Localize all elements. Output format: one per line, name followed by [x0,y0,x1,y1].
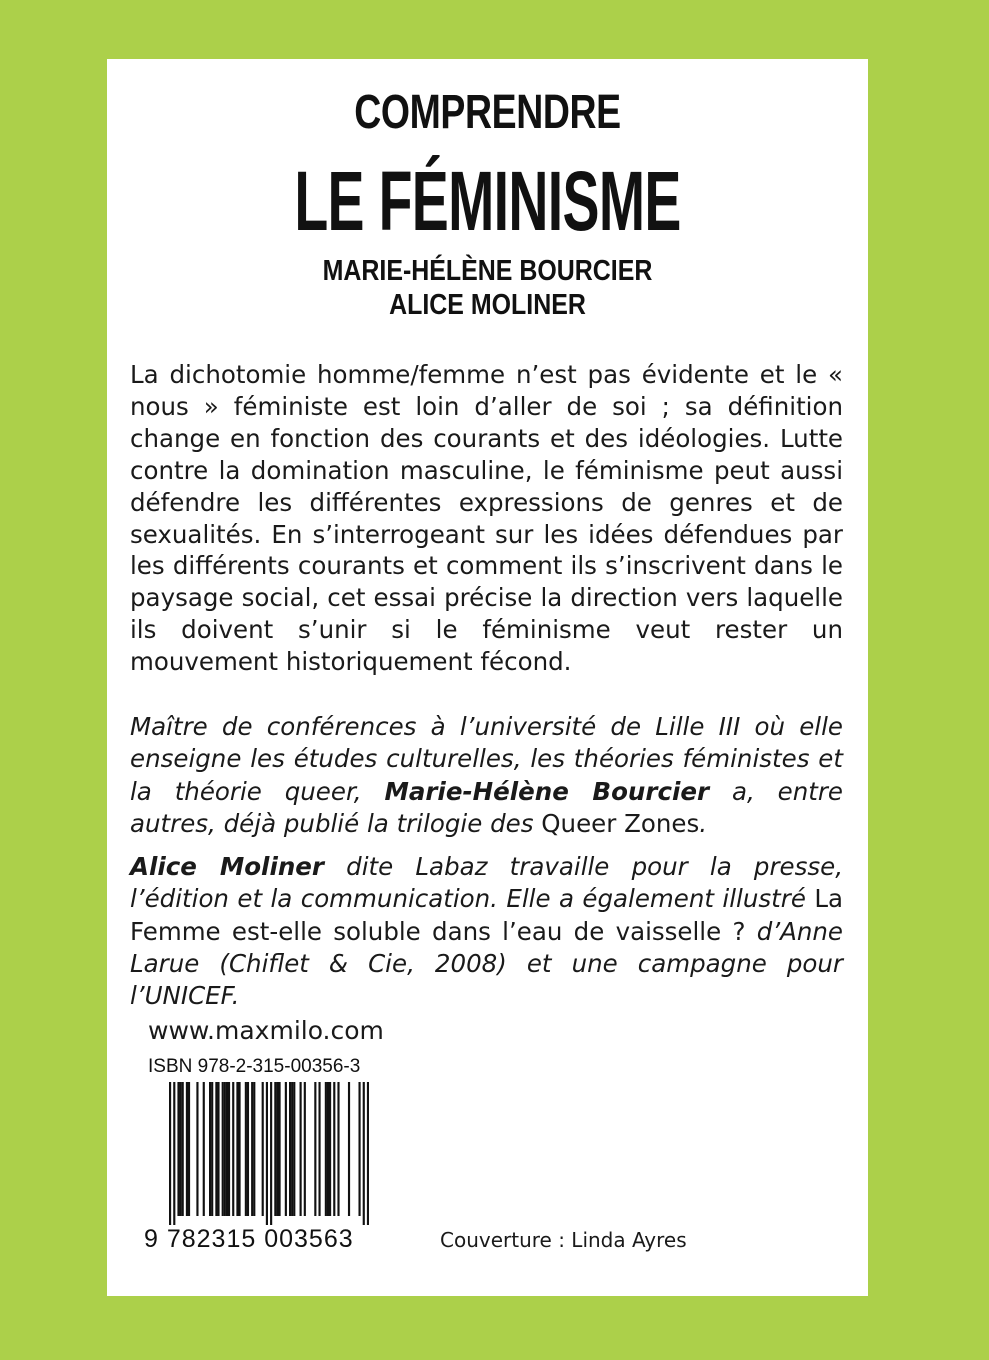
barcode-bar [358,1082,360,1216]
barcode-bar [186,1082,188,1216]
back-cover-panel [107,59,868,1296]
bio-1-end: . [699,808,708,838]
barcode-bar [278,1082,280,1216]
bio-2-intro: dite Labaz travaille pour la presse, l’édition et la communication. Elle a également illustré [130,852,843,914]
barcode-bar [169,1082,171,1225]
barcode-bar [232,1082,234,1216]
barcode-bar [238,1082,240,1216]
barcode-bar [182,1082,184,1216]
bio-1-intro: Maître de conférences à l’université de Lille III où elle enseigne les études culturelles, les théories féministes et la théorie queer, [130,712,843,806]
barcode-bar [262,1082,264,1216]
author-1: MARIE-HÉLÈNE BOURCIER [322,255,653,287]
barcode-bar [180,1082,182,1216]
barcode-bar [266,1082,268,1225]
barcode-bar [224,1082,226,1216]
barcode-bar [253,1082,255,1216]
barcode-bar [177,1082,179,1216]
barcode-bar [348,1082,350,1216]
bio-1-work-title: Queer Zones [541,808,700,838]
barcode-bar [333,1082,335,1216]
author-2-bio [130,851,843,1012]
barcode-bar [209,1082,211,1216]
bio-1-author-name: Marie-Hélène Bourcier [384,776,710,806]
bio-2-end: d’Anne Larue (Chiflet & Cie, 2008) et une campagne pour l’UNICEF. [130,916,843,1011]
barcode-bar [173,1082,175,1225]
barcode-bar [363,1082,365,1225]
bio-2-author-name: Alice Moliner [130,852,324,881]
title-line-1: COMPRENDRE [354,86,621,139]
barcode-number: 9 782315 003563 [144,1225,354,1253]
barcode-bar [215,1082,217,1216]
barcode-bar [300,1082,302,1216]
isbn-label: ISBN 978-2-315-00356-3 [148,1056,361,1077]
barcode-bar [196,1082,198,1216]
barcode-bar [228,1082,230,1216]
bio-1-middle: a, entre autres, déjà publié la trilogie des [130,776,843,838]
barcode-bar [217,1082,219,1216]
barcode-icon [169,1082,369,1225]
barcode-bar [236,1082,238,1216]
barcode-bar [304,1082,306,1216]
cover-credit: Couverture : Linda Ayres [440,1228,687,1252]
barcode-bar [293,1082,295,1216]
barcode-bar [285,1082,287,1216]
barcode-bar [276,1082,278,1216]
barcode-bar [367,1082,369,1225]
barcode-bar [274,1082,276,1216]
barcode-bar [211,1082,213,1216]
bio-2-work-title: La Femme est-elle soluble dans l’eau de vaisselle ? [130,884,843,946]
barcode-bar [314,1082,316,1216]
author-2: ALICE MOLINER [389,289,586,321]
barcode-bar [337,1082,339,1216]
barcode-bar [226,1082,228,1216]
barcode-bar [251,1082,253,1216]
author-1-bio [130,711,843,840]
title-line-2: LE FÉMINISME [294,154,681,248]
barcode-bar [329,1082,331,1216]
book-summary: La dichotomie homme/femme n’est pas évidente et le « nous » féministe est loin d’aller de soi ; sa définition change en fonction des courants et des idéologies. Lutte contre la domination masculine, le féminisme peut aussi défendre les différentes expressions de genres et de sexualités. En s’interrogeant sur les idées défendues par les différents courants et comment ils s’inscrivent dans le paysage social, cet essai précise la direction vers laquelle ils doivent s’unir si le féminisme veut rester un mouvement historiquement fécond. [130,360,843,677]
barcode-bar [270,1082,272,1225]
barcode-bar [188,1082,190,1216]
barcode-bar [325,1082,327,1216]
barcode-bar [291,1082,293,1216]
barcode-bar [222,1082,224,1216]
barcode-bar [245,1082,247,1216]
publisher-website: www.maxmilo.com [148,1016,384,1045]
barcode-bar [327,1082,329,1216]
barcode-bar [203,1082,205,1216]
barcode-bar [289,1082,291,1216]
barcode-bar [318,1082,320,1216]
barcode-bar [247,1082,249,1216]
